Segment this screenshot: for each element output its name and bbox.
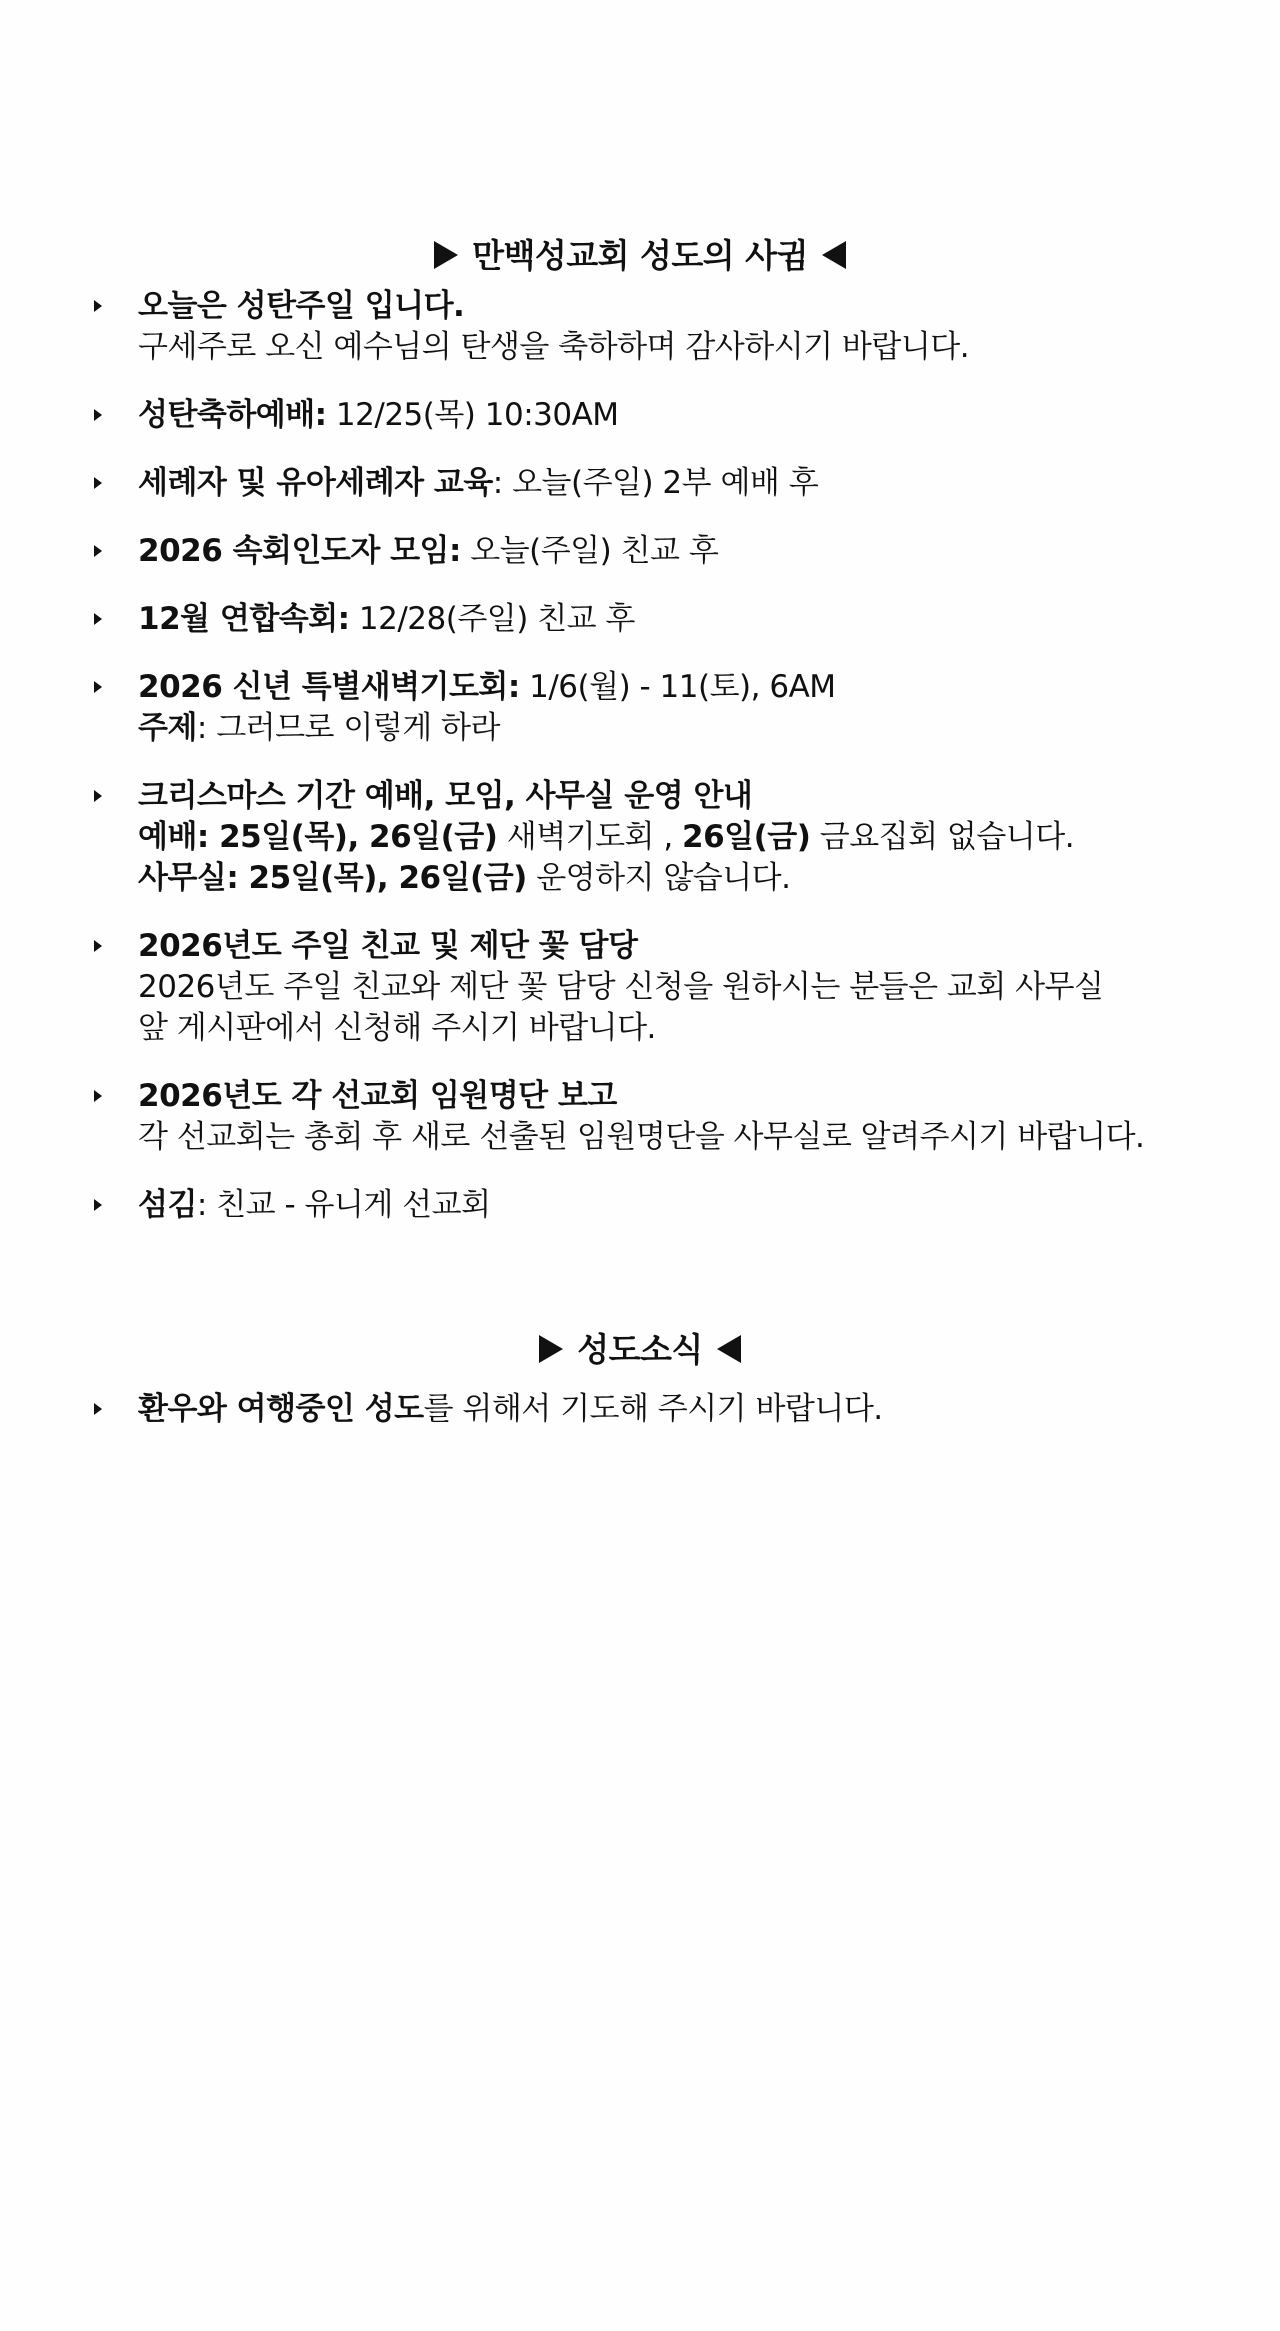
item-sub-label: 주제 — [138, 710, 197, 746]
announcements-heading-text: 만백성교회 성도의 사귐 — [472, 236, 808, 275]
item-label: 2026 속회인도자 모임: — [138, 533, 461, 569]
announcements-list — [0, 286, 1280, 1253]
announcements-heading — [0, 230, 1280, 277]
list-item-new-year-prayer — [0, 667, 1280, 749]
list-item-december-joint-meeting — [0, 599, 1280, 640]
item-title: 2026년도 주일 친교 및 제단 꽃 담당 — [138, 928, 638, 964]
list-item-christmas-service — [0, 395, 1280, 436]
list-item-mission-officers — [0, 1076, 1280, 1158]
play-left-icon — [822, 241, 846, 269]
play-right-icon — [434, 241, 458, 269]
item-value: 12/28(주일) 친교 후 — [349, 601, 635, 637]
list-item-service — [0, 1185, 1280, 1226]
item-sub-value: : 그러므로 이렇게 하라 — [196, 710, 500, 746]
play-left-icon — [717, 1335, 741, 1363]
item-label: 2026 신년 특별새벽기도회: — [138, 669, 520, 705]
bullet-icon — [94, 300, 102, 312]
member-news-heading-text: 성도소식 — [577, 1330, 703, 1369]
item-label: 성탄축하예배: — [138, 397, 327, 433]
item-value: 12/25(목) 10:30AM — [326, 397, 619, 433]
item-label: 섬김 — [138, 1187, 197, 1223]
member-news-heading — [0, 1324, 1280, 1371]
bullet-icon — [94, 1090, 102, 1102]
item-label: 12월 연합속회: — [138, 601, 350, 637]
item-title: 2026년도 각 선교회 임원명단 보고 — [138, 1078, 617, 1114]
bullet-icon — [94, 1403, 102, 1415]
item-body-line-2: 앞 게시판에서 신청해 주시기 바랍니다. — [138, 1010, 656, 1046]
bullet-icon — [94, 477, 102, 489]
item-value: 오늘(주일) 친교 후 — [460, 533, 719, 569]
bullet-icon — [94, 681, 102, 693]
office-label: 사무실: 25일(목), 26일(금) — [138, 860, 527, 896]
worship-end: 금요집회 없습니다. — [810, 819, 1075, 855]
office-end: 운영하지 않습니다. — [526, 860, 791, 896]
member-news-list — [0, 1389, 1280, 1457]
bullet-icon — [94, 613, 102, 625]
item-value: 를 위해서 기도해 주시기 바랍니다. — [423, 1391, 883, 1427]
worship-label: 예배: 25일(목), 26일(금) — [138, 819, 498, 855]
list-item-baptism-class — [0, 463, 1280, 504]
bullet-icon — [94, 1199, 102, 1211]
list-item-class-leaders-meeting — [0, 531, 1280, 572]
list-item-prayer-request — [0, 1389, 1280, 1430]
bullet-icon — [94, 790, 102, 802]
item-label: 세례자 및 유아세례자 교육 — [138, 465, 493, 501]
bullet-icon — [94, 545, 102, 557]
item-title: 오늘은 성탄주일 입니다. — [138, 288, 465, 324]
item-label: 환우와 여행중인 성도 — [138, 1391, 424, 1427]
item-title: 크리스마스 기간 예배, 모임, 사무실 운영 안내 — [138, 778, 753, 814]
worship-mid: 새벽기도회 , — [497, 819, 683, 855]
item-value: : 오늘(주일) 2부 예배 후 — [492, 465, 819, 501]
item-value: 1/6(월) - 11(토), 6AM — [519, 669, 836, 705]
play-right-icon — [539, 1335, 563, 1363]
list-item-fellowship-flowers — [0, 926, 1280, 1049]
worship-day: 26일(금) — [682, 819, 811, 855]
bullet-icon — [94, 409, 102, 421]
list-item-christmas-schedule — [0, 776, 1280, 899]
bullet-icon — [94, 940, 102, 952]
item-body: 각 선교회는 총회 후 새로 선출된 임원명단을 사무실로 알려주시기 바랍니다. — [138, 1119, 1145, 1155]
item-body: 구세주로 오신 예수님의 탄생을 축하하며 감사하시기 바랍니다. — [138, 329, 970, 365]
item-body-line-1: 2026년도 주일 친교와 제단 꽃 담당 신청을 원하시는 분들은 교회 사무실 — [138, 969, 1104, 1005]
item-value: : 친교 - 유니게 선교회 — [196, 1187, 491, 1223]
list-item-christmas-sunday — [0, 286, 1280, 368]
